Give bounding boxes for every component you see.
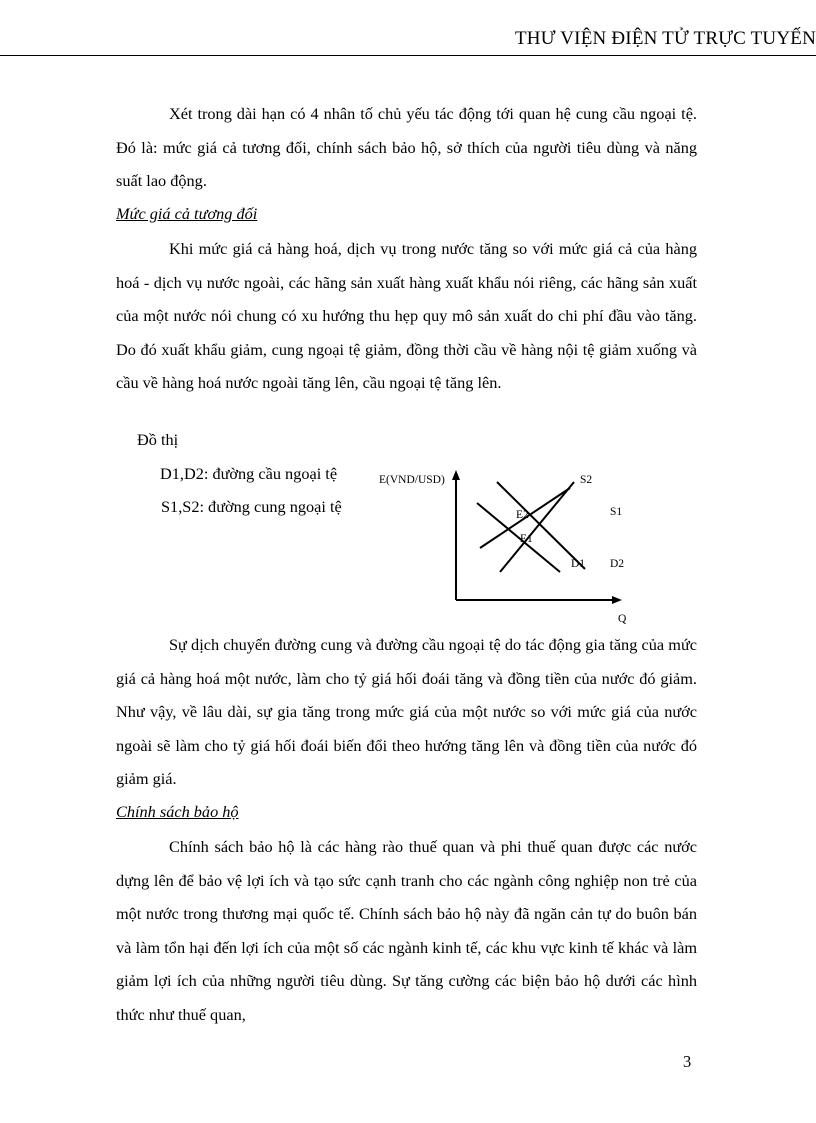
x-axis-label: Q: [618, 613, 627, 625]
x-axis-arrow: [612, 596, 622, 604]
page-number: 3: [683, 1052, 692, 1071]
page-header: THƯ VIỆN ĐIỆN TỬ TRỰC TUYẾN: [514, 28, 816, 49]
paragraph-protection: [116, 830, 697, 1031]
legend-supply: S1,S2: đường cung ngoại tệ: [161, 497, 342, 516]
paragraph-relative-price-text: Khi mức giá cả hàng hoá, dịch vụ trong nước tăng so với mức giá cả của hàng hoá - dịch vụ nước ngoài, các hãng sản xuất hàng xuất khẩu nói riêng, các hãng sản xuất của một nước nói chung có xu hướng thu hẹp quy mô sản xuất do chi phí đầu vào tăng. Do đó xuất khẩu giảm, cung ngoại tệ giảm, đồng thời cầu về hàng nội tệ giảm xuống và cầu về hàng hoá nước ngoài tăng lên, cầu ngoại tệ tăng lên.: [116, 239, 697, 392]
legend-demand: D1,D2: đường cầu ngoại tệ: [160, 464, 338, 483]
graph-label: Đồ thị: [137, 430, 179, 449]
label-E2: E2: [516, 509, 529, 521]
paragraph-shift-text: Sự dịch chuyển đường cung và đường cầu ngoại tệ do tác động gia tăng của mức giá cả hàng hoá một nước, làm cho tỷ giá hối đoái tăng và đồng tiền của nước đó giảm. Như vậy, về lâu dài, sự gia tăng trong mức giá của một nước so với mức giá của nước ngoài sẽ làm cho tỷ giá hối đoái biến đổi theo hướng tăng lên và đồng tiền của nước đó giảm giá.: [116, 635, 697, 788]
paragraph-relative-price: [116, 232, 697, 400]
y-axis-arrow: [452, 470, 460, 480]
label-S1: S1: [610, 506, 623, 518]
label-D1: D1: [571, 558, 586, 570]
section-heading-protection: Chính sách bảo hộ: [116, 802, 239, 821]
section-heading-relative-price: Mức giá cả tương đối: [116, 204, 258, 223]
supply-demand-chart: [370, 462, 640, 632]
paragraph-intro-text: Xét trong dài hạn có 4 nhân tố chủ yếu tác động tới quan hệ cung cầu ngoại tệ. Đó là: mức giá cả tương đối, chính sách bảo hộ, sở thích của người tiêu dùng và năng suất lao động.: [116, 104, 697, 190]
label-E1: E1: [520, 533, 533, 545]
header-divider: [0, 55, 816, 56]
paragraph-protection-text: Chính sách bảo hộ là các hàng rào thuế quan và phi thuế quan được các nước dựng lên để bảo vệ lợi ích và tạo sức cạnh tranh cho các ngành công nghiệp non trẻ của một nước trong thương mại quốc tế. Chính sách bảo hộ này đã ngăn cản tự do buôn bán và làm tổn hại đến lợi ích của một số các ngành kinh tế, các khu vực kinh tế khác và làm giảm lợi ích của những người tiêu dùng. Sự tăng cường các biện bảo hộ dưới các hình thức như thuế quan,: [116, 837, 697, 1024]
paragraph-shift: [116, 628, 697, 796]
label-S2: S2: [580, 474, 593, 486]
label-D2: D2: [610, 558, 625, 570]
paragraph-intro: [116, 97, 697, 198]
y-axis-label: E(VND/USD): [379, 474, 445, 486]
